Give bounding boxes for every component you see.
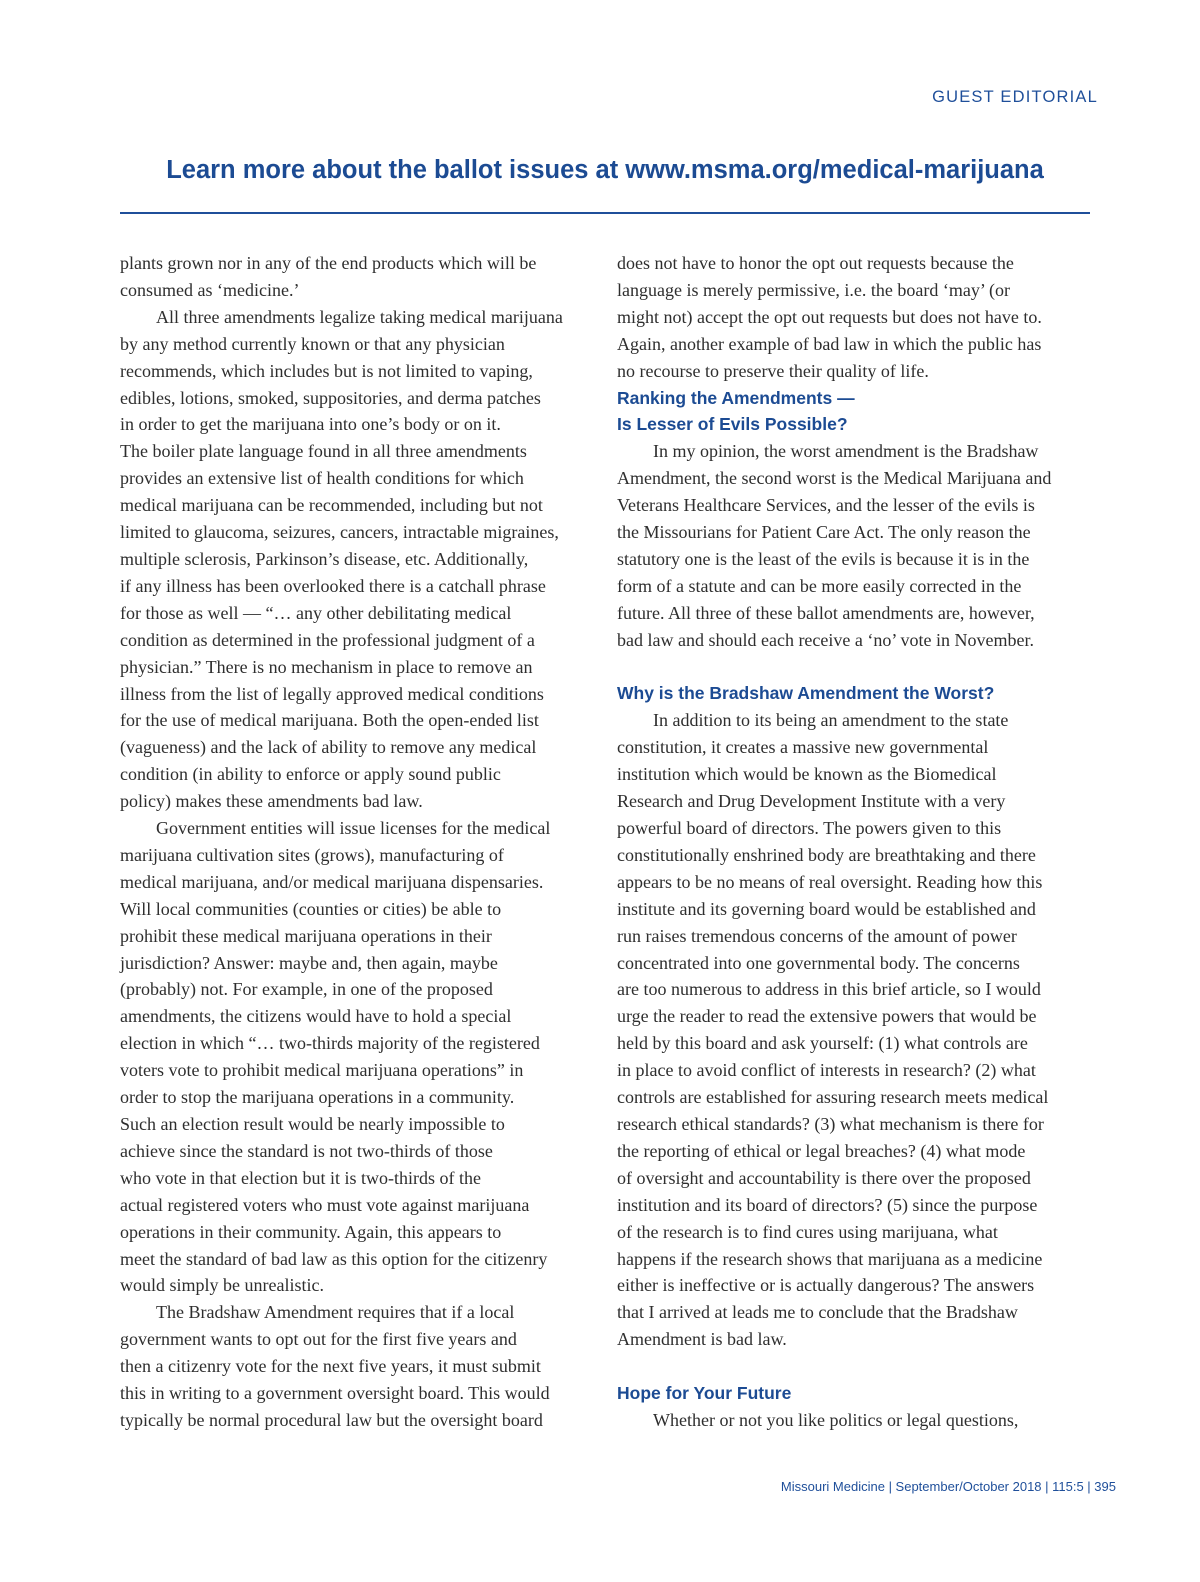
banner-divider (120, 212, 1090, 214)
paragraph: All three amendments legalize taking medical marijuana by any method currently known or that any physician recommends, which includes but is not limited to vaping, edibles, lotions, smoked, suppositories, and derma patches in order to get the marijuana into one’s body or on it. (120, 306, 563, 435)
paragraph: The boiler plate language found in all three amendments provides an extensive list of health conditions for which medical marijuana can be recommended, including but not limited to glaucoma, seizures, cancers, intractable migraines, multiple sclerosis, Parkinson’s disease, etc. Additionally, if any illness has been overlooked there is a catchall phrase for those as well — “… any other debilitating medical condition as determined in the professional judgment of a physician.” There is no mechanism in place to remove an illness from the list of legally approved medical conditions for the use of medical marijuana. Both the open-ended list (vagueness) and the lack of ability to remove any medical condition (in ability to enforce or apply sound public policy) makes these amendments bad law. (120, 441, 559, 812)
section-label: GUEST EDITORIAL (932, 88, 1098, 106)
section-heading: Why is the Bradshaw Amendment the Worst? (617, 683, 995, 704)
paragraph: plants grown nor in any of the end products which will be consumed as ‘medicine.’ (120, 253, 537, 300)
right-column (617, 250, 1097, 1434)
paragraph: Whether or not you like politics or legal questions, (653, 1409, 1019, 1430)
section-heading: Hope for Your Future (617, 1383, 792, 1404)
paragraph: does not have to honor the opt out requests because the language is merely permissive, i.e. the board ‘may’ (or might not) accept the opt out requests but does not have to. Again, another example of bad law in which the public has no recourse to preserve their quality of life. (617, 253, 1042, 381)
left-column (120, 250, 600, 1434)
section-heading: Ranking the Amendments — Is Lesser of Evils Possible? (617, 387, 855, 435)
paragraph: Government entities will issue licenses for the medical marijuana cultivation sites (grows), manufacturing of medical marijuana, and/or medical marijuana dispensaries. Will local communities (counties or cities) be able to prohibit these medical marijuana operations in their jurisdiction? Answer: maybe and, then again, maybe (probably) not. For example, in one of the proposed amendments, the citizens would have to hold a special election in which “… two-thirds majority of the registered voters vote to prohibit medical marijuana operations” in order to stop the marijuana operations in a community. Such an election result would be nearly impossible to achieve since the standard is not two-thirds of those who vote in that election but it is two-thirds of the actual registered voters who must vote against marijuana operations in their community. Again, this appears to meet the standard of bad law as this option for the citizenry would simply be unrealistic. (120, 818, 551, 1296)
page-footer: Missouri Medicine | September/October 2018 | 115:5 | 395 (780, 1479, 1116, 1494)
paragraph: In addition to its being an amendment to the state constitution, it creates a massive new governmental institution which would be known as the Biomedical Research and Drug Development Institute with a very powerful board of directors. The powers given to this constitutionally enshrined body are breathtaking and there appears to be no means of real oversight. Reading how this institute and its governing board would be established and run raises tremendous concerns of the amount of power concentrated into one governmental body. The concerns are too numerous to address in this brief article, so I would urge the reader to read the extensive powers that would be held by this board and ask yourself: (1) what controls are in place to avoid conflict of interests in research? (2) what controls are established for assuring research meets medical research ethical standards? (3) what mechanism is there for the reporting of ethical or legal breaches? (4) what mode of oversight and accountability is there over the proposed institution and its board of directors? (5) since the purpose of the research is to find cures using marijuana, what happens if the research shows that marijuana as a medicine either is ineffective or is actually dangerous? The answers that I arrived at leads me to conclude that the Bradshaw Amendment is bad law. (617, 710, 1049, 1350)
banner-headline: Learn more about the ballot issues at www.msma.org/medical-marijuana (166, 156, 1044, 184)
paragraph: In my opinion, the worst amendment is the Bradshaw Amendment, the second worst is the Medical Marijuana and Veterans Healthcare Services, and the lesser of the evils is the Missourians for Patient Care Act. The only reason the statutory one is the least of the evils is because it is in the form of a statute and can be more easily corrected in the future. All three of these ballot amendments are, however, bad law and should each receive a ‘no’ vote in November. (617, 441, 1052, 650)
paragraph: The Bradshaw Amendment requires that if a local government wants to opt out for the first five years and then a citizenry vote for the next five years, it must submit this in writing to a government oversight board. This would typically be normal procedural law but the oversight board (120, 1302, 550, 1430)
